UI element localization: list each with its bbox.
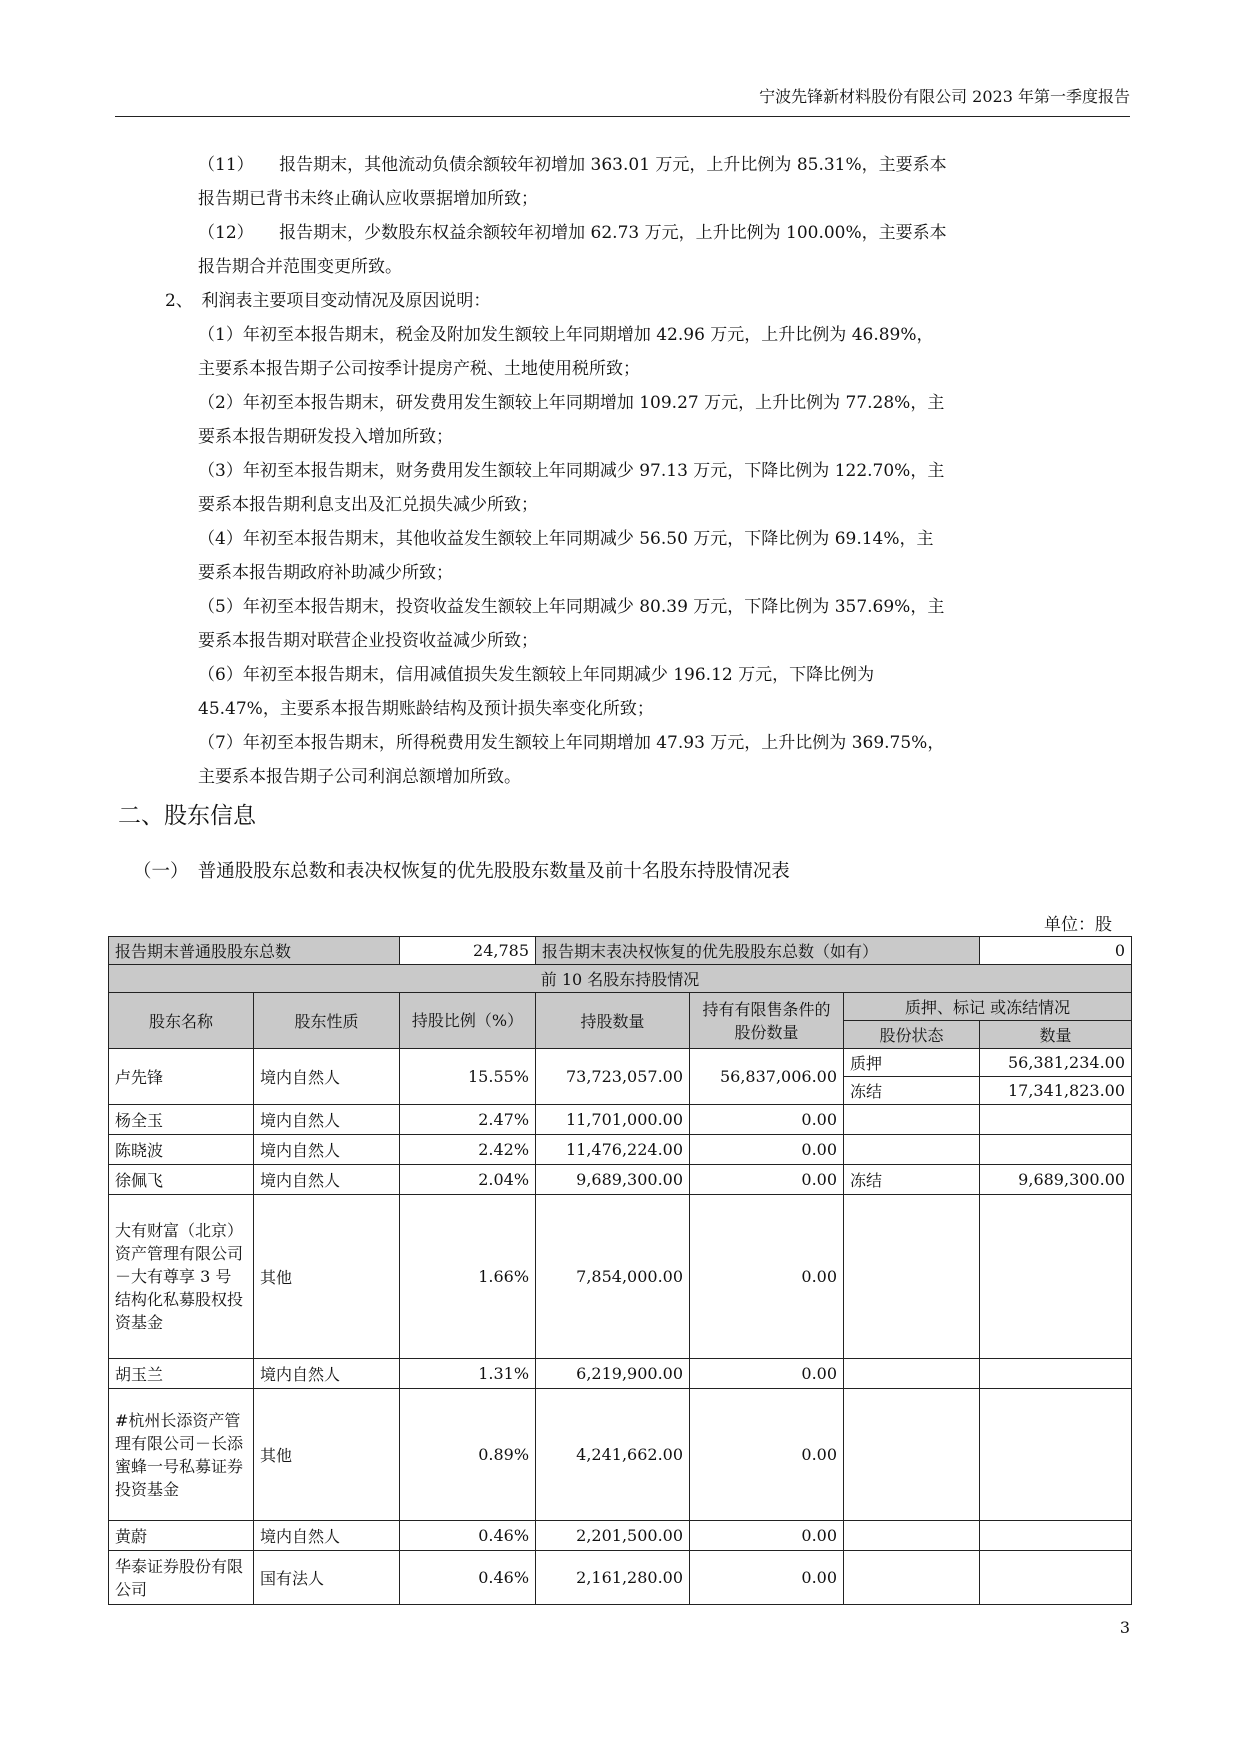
holder-status: 冻结: [844, 1165, 980, 1195]
col-ratio-header: 持股比例（%）: [400, 993, 536, 1049]
col-nature-header: 股东性质: [254, 993, 400, 1049]
holder-amount: [980, 1195, 1132, 1359]
table-row: [109, 1049, 1132, 1077]
holder-amount: [980, 1135, 1132, 1165]
holder-name: 杨全玉: [109, 1105, 254, 1135]
preferred-holders-value: 0: [980, 937, 1132, 965]
holder-name: 卢先锋: [109, 1049, 254, 1105]
total-holders-value: 24,785: [400, 937, 536, 965]
holder-amount: 56,381,234.00: [980, 1049, 1132, 1077]
holder-restricted: 0.00: [690, 1195, 844, 1359]
table-row: [109, 1105, 1132, 1135]
col-name-header: 股东名称: [109, 993, 254, 1049]
holder-status: [844, 1195, 980, 1359]
income-item: （3）年初至本报告期末，财务费用发生额较上年同期减少 97.13 万元，下降比例为 122.70%，主: [198, 461, 945, 481]
income-item-cont: 要系本报告期研发投入增加所致；: [198, 427, 453, 447]
holder-qty: 9,689,300.00: [536, 1165, 690, 1195]
table-row: [109, 1521, 1132, 1551]
holder-nature: 境内自然人: [254, 1521, 400, 1551]
holder-restricted: 0.00: [690, 1521, 844, 1551]
holder-ratio: 0.46%: [400, 1551, 536, 1605]
holder-name: 徐佩飞: [109, 1165, 254, 1195]
holder-amount: [980, 1551, 1132, 1605]
holder-nature: 境内自然人: [254, 1049, 400, 1105]
holder-name: 大有财富（北京）资产管理有限公司－大有尊享 3 号结构化私募股权投资基金: [109, 1195, 254, 1359]
holder-amount: [980, 1105, 1132, 1135]
holder-status: [844, 1359, 980, 1389]
table-row: [109, 1389, 1132, 1521]
total-holders-label: 报告期末普通股股东总数: [109, 937, 400, 965]
table-row: [109, 1359, 1132, 1389]
holder-nature: 其他: [254, 1389, 400, 1521]
holder-restricted: 0.00: [690, 1551, 844, 1605]
holder-ratio: 0.89%: [400, 1389, 536, 1521]
table-row: [109, 1551, 1132, 1605]
sub-section-title: （一） 普通股股东总数和表决权恢复的优先股股东数量及前十名股东持股情况表: [133, 861, 790, 882]
holder-name: #杭州长添资产管理有限公司－长添蜜蜂一号私募证券投资基金: [109, 1389, 254, 1521]
holder-restricted: 0.00: [690, 1389, 844, 1521]
income-item: （1）年初至本报告期末，税金及附加发生额较上年同期增加 42.96 万元，上升比例为 46.89%，: [198, 325, 934, 345]
holder-qty: 2,201,500.00: [536, 1521, 690, 1551]
holder-qty: 11,701,000.00: [536, 1105, 690, 1135]
holder-amount: 9,689,300.00: [980, 1165, 1132, 1195]
holder-qty: 6,219,900.00: [536, 1359, 690, 1389]
col-qty-header: 持股数量: [536, 993, 690, 1049]
holder-nature: 境内自然人: [254, 1165, 400, 1195]
holder-name: 黄蔚: [109, 1521, 254, 1551]
table-row: [109, 1135, 1132, 1165]
col-restricted-header: 持有有限售条件的股份数量: [690, 993, 844, 1049]
holder-status: 质押: [844, 1049, 980, 1077]
holder-status: [844, 1105, 980, 1135]
holder-status: 冻结: [844, 1077, 980, 1105]
holder-ratio: 2.42%: [400, 1135, 536, 1165]
table-row: [109, 1195, 1132, 1359]
holder-name: 胡玉兰: [109, 1359, 254, 1389]
page-header: [115, 84, 1130, 117]
holder-ratio: 1.66%: [400, 1195, 536, 1359]
balance-item: （12） 报告期末，少数股东权益余额较年初增加 62.73 万元，上升比例为 100.00%，主要系本: [198, 223, 947, 243]
holder-ratio: 1.31%: [400, 1359, 536, 1389]
holder-restricted: 0.00: [690, 1359, 844, 1389]
report-title: 宁波先锋新材料股份有限公司 2023 年第一季度报告: [759, 87, 1130, 106]
top10-title: 前 10 名股东持股情况: [109, 965, 1132, 993]
holder-restricted: 56,837,006.00: [690, 1049, 844, 1105]
balance-item-cont: 报告期合并范围变更所致。: [198, 257, 402, 277]
holder-nature: 其他: [254, 1195, 400, 1359]
holder-ratio: 15.55%: [400, 1049, 536, 1105]
holder-qty: 4,241,662.00: [536, 1389, 690, 1521]
income-item: （5）年初至本报告期末，投资收益发生额较上年同期减少 80.39 万元，下降比例为 357.69%，主: [198, 597, 945, 617]
holder-ratio: 2.04%: [400, 1165, 536, 1195]
holder-restricted: 0.00: [690, 1135, 844, 1165]
holder-qty: 73,723,057.00: [536, 1049, 690, 1105]
holder-amount: [980, 1521, 1132, 1551]
holder-status: [844, 1551, 980, 1605]
holder-restricted: 0.00: [690, 1105, 844, 1135]
income-item: （2）年初至本报告期末，研发费用发生额较上年同期增加 109.27 万元，上升比例为 77.28%，主: [198, 393, 945, 413]
holder-amount: [980, 1389, 1132, 1521]
table-row: [109, 1165, 1132, 1195]
holder-ratio: 0.46%: [400, 1521, 536, 1551]
holder-name: 陈晓波: [109, 1135, 254, 1165]
holder-nature: 国有法人: [254, 1551, 400, 1605]
report-body: [115, 148, 1135, 794]
income-item: （6）年初至本报告期末，信用减值损失发生额较上年同期减少 196.12 万元，下降比例为: [198, 665, 875, 685]
holder-qty: 11,476,224.00: [536, 1135, 690, 1165]
holder-nature: 境内自然人: [254, 1135, 400, 1165]
holder-status: [844, 1135, 980, 1165]
col-pledge-header: 质押、标记 或冻结情况: [844, 993, 1132, 1021]
shareholder-table: [108, 936, 1132, 1605]
holder-nature: 境内自然人: [254, 1359, 400, 1389]
holder-restricted: 0.00: [690, 1165, 844, 1195]
col-status-header: 股份状态: [844, 1021, 980, 1049]
holder-amount: 17,341,823.00: [980, 1077, 1132, 1105]
income-item: （4）年初至本报告期末，其他收益发生额较上年同期减少 56.50 万元，下降比例为 69.14%，主: [198, 529, 934, 549]
col-amount-header: 数量: [980, 1021, 1132, 1049]
holder-status: [844, 1521, 980, 1551]
income-item-cont: 主要系本报告期子公司按季计提房产税、土地使用税所致；: [198, 359, 640, 379]
holder-nature: 境内自然人: [254, 1105, 400, 1135]
income-heading: 2、 利润表主要项目变动情况及原因说明：: [165, 291, 491, 311]
income-item-cont: 45.47%，主要系本报告期账龄结构及预计损失率变化所致；: [198, 699, 654, 719]
holder-qty: 7,854,000.00: [536, 1195, 690, 1359]
balance-item: （11） 报告期末，其他流动负债余额较年初增加 363.01 万元，上升比例为 85.31%，主要系本: [198, 155, 947, 175]
unit-label: 单位：股: [1044, 915, 1112, 935]
holder-ratio: 2.47%: [400, 1105, 536, 1135]
income-item-cont: 要系本报告期政府补助减少所致；: [198, 563, 453, 583]
preferred-holders-label: 报告期末表决权恢复的优先股股东总数（如有）: [536, 937, 980, 965]
income-item: （7）年初至本报告期末，所得税费用发生额较上年同期增加 47.93 万元，上升比例为 369.75%，: [198, 733, 945, 753]
section-title: 二、股东信息: [118, 803, 256, 829]
income-item-cont: 主要系本报告期子公司利润总额增加所致。: [198, 767, 521, 787]
holder-name: 华泰证券股份有限公司: [109, 1551, 254, 1605]
holder-amount: [980, 1359, 1132, 1389]
holder-status: [844, 1389, 980, 1521]
income-item-cont: 要系本报告期利息支出及汇兑损失减少所致；: [198, 495, 538, 515]
holder-qty: 2,161,280.00: [536, 1551, 690, 1605]
income-item-cont: 要系本报告期对联营企业投资收益减少所致；: [198, 631, 538, 651]
page-number: 3: [1119, 1618, 1130, 1637]
balance-item-cont: 报告期已背书未终止确认应收票据增加所致；: [198, 189, 538, 209]
